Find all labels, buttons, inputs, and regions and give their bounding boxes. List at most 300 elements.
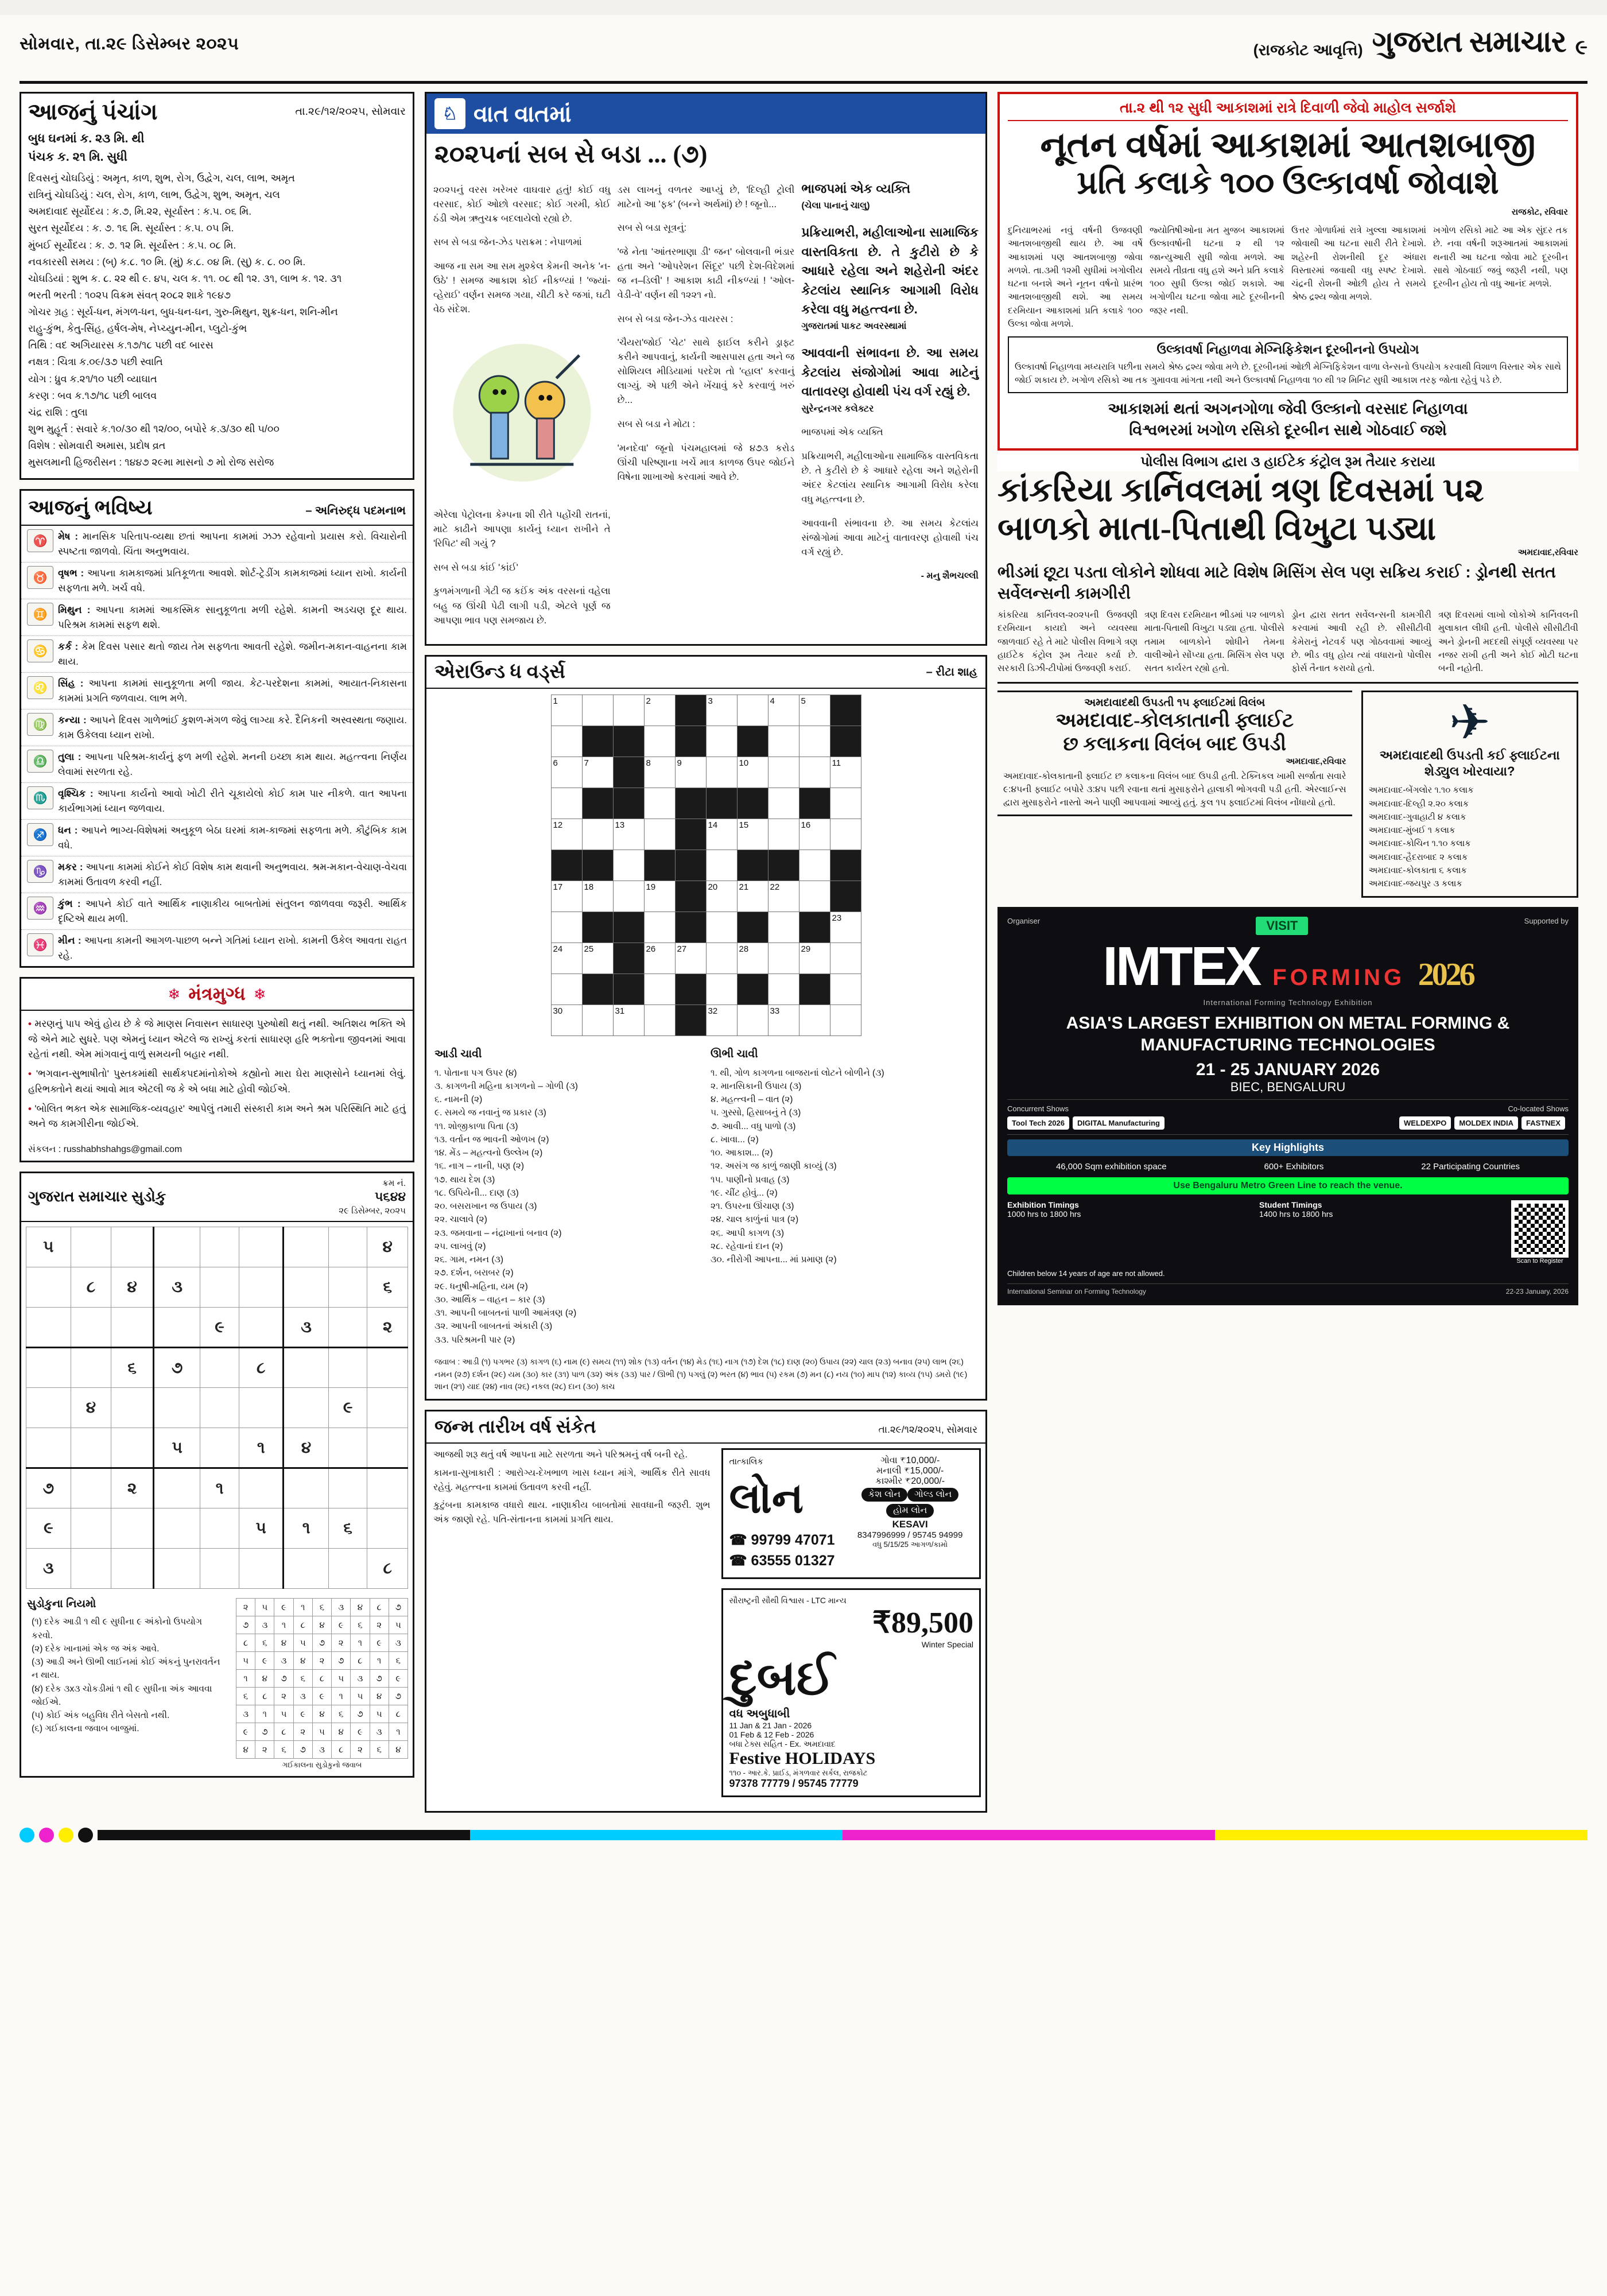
crossword-cell[interactable] bbox=[551, 788, 582, 819]
dubai-date: 01 Feb & 12 Feb - 2026 bbox=[729, 1729, 814, 1739]
sudoku-cell[interactable] bbox=[71, 1549, 111, 1589]
crossword-clue-across: ૯. સમયે જ નવાનું જ પ્રકાર (૩) bbox=[434, 1108, 546, 1118]
story-flight-row bbox=[997, 691, 1578, 898]
dubai-ad-dates bbox=[729, 1721, 973, 1749]
sudoku-cell[interactable]: ૭ bbox=[154, 1348, 200, 1388]
crossword-across-title: આડી ચાવી bbox=[434, 1048, 482, 1061]
sudoku-cell[interactable] bbox=[284, 1549, 328, 1589]
crossword-cell[interactable]: 12 bbox=[551, 819, 582, 850]
crossword-cell[interactable]: 7 bbox=[582, 757, 613, 788]
crossword-grid[interactable] bbox=[551, 695, 861, 1036]
crossword-cell[interactable] bbox=[799, 850, 830, 881]
sudoku-cell[interactable]: ૫ bbox=[154, 1428, 200, 1468]
crossword-cell[interactable]: 21 bbox=[737, 881, 768, 912]
crossword-cell[interactable] bbox=[799, 726, 830, 757]
lead-inner-body: ઉલ્કાવર્ષા નિહાળવા મધ્યરાત્રિ પછીના સમયે શ્રેષ્ઠ દ્રશ્ય જોવા મળે છે. દૂરબીનમાં ઓછી મેગ્નિફિકેશન વાળા લેન્સનો ઉપયોગ કરવાથી વિશાળ વિસ્તાર એક સાથે જોઈ શકાય છે. ખગોળ રસિકો આ તક ગુમાવવા માંગતા નથી અને ઉલ્કાવર્ષા નિહાળવા ૧૦ થી ૧૨ મિનિટ સુધી આકાશ તરફ જોતા રહેવું પડે છે. bbox=[1015, 362, 1561, 386]
panchang-line: મુંબઈ સૂર્યોદય : ક. ૭. ૧૨ મિ. સૂર્યાસ્ત : ક.૫. ૦૮ મિ. bbox=[28, 239, 236, 251]
crossword-block bbox=[675, 881, 706, 912]
crossword-cell[interactable]: 2 bbox=[644, 695, 675, 726]
crossword-cell[interactable] bbox=[768, 788, 799, 819]
sudoku-cell[interactable] bbox=[239, 1388, 283, 1428]
sudoku-cell[interactable]: ૯ bbox=[26, 1508, 71, 1549]
sudoku-grid[interactable] bbox=[26, 1227, 408, 1589]
zodiac-2-icon: ♉ bbox=[27, 566, 53, 589]
sudoku-cell[interactable]: ૮ bbox=[367, 1549, 408, 1589]
sudoku-cell[interactable]: ૫ bbox=[26, 1227, 71, 1267]
crossword-cell[interactable] bbox=[706, 850, 737, 881]
sudoku-solution-cell: ૪ bbox=[332, 1723, 351, 1741]
sudoku-cell[interactable] bbox=[200, 1508, 239, 1549]
sudoku-cell[interactable] bbox=[111, 1508, 154, 1549]
crossword-cell[interactable]: 13 bbox=[613, 819, 644, 850]
crossword-cell[interactable] bbox=[644, 1005, 675, 1036]
sudoku-cell[interactable]: ૬ bbox=[111, 1348, 154, 1388]
crossword-cell[interactable] bbox=[706, 943, 737, 974]
masthead-date: સોમવાર, તા.૨૯ ડિસેમ્બર ૨૦૨૫ bbox=[20, 34, 239, 53]
flight-delay-row: અમદાવાદ-જયપુર ૩ કલાક bbox=[1368, 879, 1462, 889]
crossword-cell[interactable] bbox=[799, 881, 830, 912]
zodiac-row bbox=[21, 746, 413, 783]
sudoku-cell[interactable] bbox=[328, 1468, 367, 1508]
crossword-cell[interactable] bbox=[551, 912, 582, 943]
crossword-cell[interactable]: 9 bbox=[675, 757, 706, 788]
sudoku-cell[interactable]: ૯ bbox=[328, 1388, 367, 1428]
crossword-block bbox=[675, 695, 706, 726]
sudoku-cell[interactable] bbox=[154, 1308, 200, 1348]
vaat-subhead: ભાજપમાં એક વ્યક્તિ bbox=[801, 181, 911, 196]
story2-column: ત્રણ દિવસ દરમિયાન ભીડમાં ૫૨ બાળકો માતા-પિતાથી વિખુટા પડ્યા હતા. પોલીસે તમામ બાળકોને શોધીને તેમના વાલીઓને સોંપ્યા હતા. મિસિંગ સેલ પણ સતત કાર્યરત રહ્યો હતો. bbox=[1144, 610, 1284, 673]
column-right bbox=[997, 92, 1578, 1822]
crossword-block bbox=[737, 788, 768, 819]
sudoku-cell[interactable] bbox=[239, 1267, 283, 1308]
imtex-logo bbox=[1007, 935, 1569, 998]
sudoku-cell[interactable] bbox=[284, 1348, 328, 1388]
sudoku-solution-cell: ૩ bbox=[236, 1705, 255, 1723]
sudoku-title: ગુજરાત સમાચાર સુડોકુ bbox=[28, 1188, 166, 1205]
sudoku-solution-cell: ૭ bbox=[332, 1652, 351, 1670]
loan-chip: કેશ લોન bbox=[861, 1488, 907, 1502]
sudoku-cell[interactable] bbox=[239, 1308, 283, 1348]
panchang-line: યોગ : ધ્રુવ ક.૨૧/૧૦ પછી વ્યાઘાત bbox=[28, 373, 157, 385]
sudoku-cell[interactable] bbox=[200, 1428, 239, 1468]
story2-columns bbox=[997, 608, 1578, 675]
crossword-cell[interactable]: 27 bbox=[675, 943, 706, 974]
sudoku-cell[interactable] bbox=[71, 1308, 111, 1348]
crossword-block bbox=[582, 850, 613, 881]
crossword-cell[interactable] bbox=[613, 695, 644, 726]
sudoku-solution-cell: ૫ bbox=[312, 1723, 331, 1741]
birthdate-box bbox=[425, 1410, 987, 1813]
crossword-row bbox=[551, 757, 861, 788]
dubai-ad[interactable] bbox=[721, 1588, 981, 1797]
sudoku-rules bbox=[26, 1611, 230, 1740]
crossword-clue-across: ૧૮. ઉપિયેની... દાણ (૩) bbox=[434, 1188, 519, 1198]
crossword-cell[interactable] bbox=[830, 819, 861, 850]
crossword-cell[interactable] bbox=[706, 726, 737, 757]
crossword-cell[interactable] bbox=[830, 943, 861, 974]
vaat-paragraph: આવવાની સંભાવના છે. આ સમય કેટલાંય સંજોગોમાં આવા માટેનું વાતાવરણ હોવાથી પંચ વર્ગ રહ્યું છે. bbox=[801, 518, 979, 557]
story2-headline-1: કાંકરિયા કાર્નિવલમાં ત્રણ દિવસમાં ૫૨ bbox=[997, 471, 1484, 509]
loan-ad[interactable] bbox=[721, 1448, 981, 1579]
sudoku-cell[interactable]: ૬ bbox=[328, 1508, 367, 1549]
sudoku-cell[interactable] bbox=[328, 1549, 367, 1589]
dubai-ad-phones[interactable]: 97378 77779 / 95745 77779 bbox=[729, 1777, 859, 1789]
imtex-colocated-show: FASTNEX bbox=[1521, 1116, 1565, 1130]
sudoku-cell[interactable] bbox=[154, 1508, 200, 1549]
crossword-cell[interactable] bbox=[737, 695, 768, 726]
sudoku-cell[interactable] bbox=[328, 1428, 367, 1468]
crossword-cell[interactable]: 10 bbox=[737, 757, 768, 788]
sudoku-solution-cell: ૬ bbox=[351, 1616, 370, 1634]
sudoku-cell[interactable]: ૧ bbox=[284, 1508, 328, 1549]
sudoku-solution-cell: ૬ bbox=[370, 1741, 389, 1759]
crossword-cell[interactable] bbox=[768, 819, 799, 850]
sudoku-solution-cell: ૨ bbox=[370, 1616, 389, 1634]
crossword-clue-across: ૧૪. મેંડ – મહત્વનો ઉલ્લેખ (૨) bbox=[434, 1148, 543, 1158]
crossword-cell[interactable]: 25 bbox=[582, 943, 613, 974]
sudoku-cell[interactable]: ૯ bbox=[200, 1308, 239, 1348]
crossword-block bbox=[799, 788, 830, 819]
sudoku-solution-cell: ૪ bbox=[255, 1670, 274, 1688]
crossword-cell[interactable]: 8 bbox=[644, 757, 675, 788]
crossword-cell[interactable]: 5 bbox=[799, 695, 830, 726]
loan-item: મનાલી ₹15,000/- bbox=[876, 1465, 944, 1476]
crossword-cell[interactable]: 30 bbox=[551, 1005, 582, 1036]
crossword-cell[interactable]: 4 bbox=[768, 695, 799, 726]
vaat-paragraph: આજ ના સમ આ સમ મુશ્કેલ કેમની અનેક 'ન-ઉઠે' ! સમજ આકાશ કોઈ નીકળ્યાં ! 'જ્યાં-વ્હેરાઈ' વર્ણન સમજ ગયા, ચીટી કરે જગાં, ઘટી વેઠ સંદેશ. bbox=[433, 261, 611, 315]
crossword-cell[interactable] bbox=[706, 757, 737, 788]
sudoku-solution-cell: ૮ bbox=[255, 1688, 274, 1705]
sudoku-cell[interactable] bbox=[328, 1267, 367, 1308]
crossword-cell[interactable]: 15 bbox=[737, 819, 768, 850]
imtex-concurrent-show: DIGITAL Manufacturing bbox=[1073, 1116, 1165, 1130]
dubai-ad-brand: Festive HOLIDAYS bbox=[729, 1748, 876, 1768]
sudoku-cell[interactable] bbox=[284, 1267, 328, 1308]
panchang-line: રાહુ-કુંભ, કેતુ-સિંહ, હર્ષલ-મેષ, નેપ્ચ્યુન-મીન, પ્લુટો-કુંભ bbox=[28, 323, 247, 335]
qr-code-icon[interactable] bbox=[1511, 1200, 1569, 1258]
imtex-supported-label: Supported by bbox=[1524, 917, 1569, 926]
sudoku-cell[interactable] bbox=[154, 1388, 200, 1428]
sudoku-cell[interactable] bbox=[154, 1549, 200, 1589]
imtex-organiser-label: Organiser bbox=[1007, 917, 1041, 926]
mantra-title: મંત્રમુગ્ધ bbox=[188, 983, 246, 1004]
column-middle bbox=[425, 92, 987, 1822]
reg-dot-magenta bbox=[39, 1828, 54, 1843]
crossword-block bbox=[675, 726, 706, 757]
sudoku-cell[interactable] bbox=[328, 1348, 367, 1388]
sudoku-cell[interactable] bbox=[111, 1308, 154, 1348]
sudoku-cell[interactable] bbox=[111, 1388, 154, 1428]
sudoku-cell[interactable] bbox=[111, 1227, 154, 1267]
crossword-cell[interactable]: 17 bbox=[551, 881, 582, 912]
crossword-cell[interactable] bbox=[768, 757, 799, 788]
sudoku-solution-cell: ૬ bbox=[312, 1599, 331, 1616]
panchang-box bbox=[20, 92, 414, 480]
crossword-cell[interactable] bbox=[706, 912, 737, 943]
sudoku-cell[interactable]: ૫ bbox=[239, 1508, 283, 1549]
sudoku-cell[interactable]: ૨ bbox=[367, 1308, 408, 1348]
sudoku-solution-row bbox=[236, 1723, 408, 1741]
sudoku-solution-row bbox=[236, 1634, 408, 1652]
sudoku-cell[interactable] bbox=[71, 1468, 111, 1508]
sudoku-cell[interactable]: ૪ bbox=[71, 1388, 111, 1428]
crossword-cell[interactable] bbox=[644, 726, 675, 757]
sudoku-cell[interactable] bbox=[71, 1227, 111, 1267]
column-left bbox=[20, 92, 414, 1822]
crossword-cell[interactable]: 23 bbox=[830, 912, 861, 943]
sudoku-rule: (૪) દરેક ૩x૩ ચોકડીમાં ૧ થી ૯ સુધીના અંક આવવા જોઈએ. bbox=[32, 1684, 212, 1707]
sudoku-cell[interactable]: ૬ bbox=[367, 1267, 408, 1308]
sudoku-cell[interactable] bbox=[200, 1388, 239, 1428]
sudoku-solution-row bbox=[236, 1652, 408, 1670]
sudoku-cell[interactable] bbox=[284, 1227, 328, 1267]
sudoku-cell[interactable] bbox=[111, 1549, 154, 1589]
loan-ad-note: વધુ 5/15/25 આગળ/કામો bbox=[872, 1539, 948, 1549]
crossword-cell[interactable] bbox=[768, 974, 799, 1005]
crossword-cell[interactable] bbox=[551, 974, 582, 1005]
sudoku-cell[interactable]: ૩ bbox=[154, 1267, 200, 1308]
sudoku-cell[interactable] bbox=[367, 1348, 408, 1388]
crossword-row bbox=[551, 819, 861, 850]
sudoku-solution-cell: ૩ bbox=[389, 1634, 407, 1652]
zodiac-text: કન્યા : આપને દિવસ ગાળેભાંઈ કુશળ-મંગળ જેવું લાગ્યા કરે. દૈનિકની અસ્વસ્થતા જણાય. કામ ઉકેલવા ધ્યાન રાખો. bbox=[58, 715, 407, 740]
crossword-cell[interactable]: 29 bbox=[799, 943, 830, 974]
zodiac-name: મેષ : bbox=[58, 531, 83, 542]
imtex-ad[interactable] bbox=[997, 907, 1578, 1305]
vaat-paragraph: સબ સે બડા જેન-ઝેડ પરાક્રમ : નેપાળમાં bbox=[433, 237, 582, 248]
panchang-date: તા.૨૯/૧૨/૨૦૨૫, સોમવાર bbox=[295, 105, 406, 118]
sudoku-cell[interactable]: ૧ bbox=[239, 1428, 283, 1468]
crossword-block bbox=[551, 850, 582, 881]
crossword-clue-down: ૪. મહત્ત્વની – વાત (૨) bbox=[711, 1095, 793, 1105]
sudoku-cell[interactable] bbox=[71, 1348, 111, 1388]
sudoku-cell[interactable] bbox=[71, 1428, 111, 1468]
imtex-concurrent-list bbox=[1007, 1116, 1168, 1130]
panchang-line: મુસલમાની હિજરીસન : ૧૪૪૭ ૨૯મા માસનો ૭ મો રોજ સરોજ bbox=[28, 456, 274, 468]
sudoku-solution-cell: ૪ bbox=[236, 1741, 255, 1759]
birthdate-paragraph: આજથી શરૂ થતું વર્ષ આપના માટે સરળતા અને પરિશ્રમનું વર્ષ બની રહે. bbox=[433, 1449, 688, 1460]
sudoku-cell[interactable] bbox=[111, 1428, 154, 1468]
crossword-cell[interactable]: 32 bbox=[706, 1005, 737, 1036]
sudoku-cell[interactable] bbox=[200, 1267, 239, 1308]
crossword-cell[interactable] bbox=[644, 788, 675, 819]
crossword-box bbox=[425, 655, 987, 1401]
crossword-block bbox=[582, 974, 613, 1005]
imtex-colocated-show: MOLDEX INDIA bbox=[1454, 1116, 1518, 1130]
story2-column: ત્રણ દિવસમાં લાખો લોકોએ કાર્નિવલની મુલાકાત લીધી હતી. પોલીસે સીસીટીવી અને ડ્રોનની મદદથી સંપૂર્ણ વ્યવસ્થા પર નજર રાખી હતી અને કોઈ મોટી ઘટના બની નહોતી. bbox=[1438, 610, 1578, 673]
crossword-cell[interactable] bbox=[613, 850, 644, 881]
imtex-year: 2026 bbox=[1418, 957, 1473, 993]
sudoku-cell[interactable] bbox=[367, 1428, 408, 1468]
vaat-paragraph: ડસ લાખનું વળતર આપ્યું છે, 'દિલ્હી ટ્રોલી માટેનો આ 'ફ્ક' (બન્ને અર્થમાં) છે ! જૂનો... bbox=[617, 184, 795, 210]
crossword-cell[interactable]: 24 bbox=[551, 943, 582, 974]
crossword-cell[interactable] bbox=[551, 726, 582, 757]
sudoku-cell[interactable] bbox=[154, 1468, 200, 1508]
crossword-cell[interactable] bbox=[830, 974, 861, 1005]
crossword-cell[interactable]: 11 bbox=[830, 757, 861, 788]
crossword-cell[interactable] bbox=[768, 943, 799, 974]
sudoku-solution-cell: ૩ bbox=[255, 1616, 274, 1634]
sudoku-solution-cell: ૭ bbox=[236, 1616, 255, 1634]
crossword-cell[interactable] bbox=[799, 1005, 830, 1036]
flight-delay-row: અમદાવાદ-કોલકાતા ૬ કલાક bbox=[1368, 865, 1467, 875]
crossword-cell[interactable] bbox=[768, 726, 799, 757]
crossword-cell[interactable] bbox=[582, 1005, 613, 1036]
crossword-cell[interactable] bbox=[799, 757, 830, 788]
sudoku-solution-cell: ૮ bbox=[312, 1670, 331, 1688]
flight-delay-row: અમદાવાદ-દિલ્હી ૨.૨૦ કલાક bbox=[1368, 798, 1469, 809]
panchang-line: નવકારસી સમય : (બ્) ક.૮. ૧૦ મિ. (મું) ક.૮. ૦૪ મિ. (સુ) ક. ૮. ૦૦ મિ. bbox=[28, 255, 306, 267]
crossword-cell[interactable] bbox=[737, 1005, 768, 1036]
lead-headline-2: પ્રતિ કલાકે ૧૦૦ ઉલ્કાવર્ષા જોવાશે bbox=[1077, 165, 1499, 201]
sudoku-cell[interactable] bbox=[26, 1308, 71, 1348]
sudoku-cell[interactable] bbox=[200, 1549, 239, 1589]
sudoku-cell[interactable] bbox=[200, 1348, 239, 1388]
crossword-cell[interactable]: 20 bbox=[706, 881, 737, 912]
crossword-clue-down: ૩૦. નીરોગી આપના... માં પ્રમાણ (૨) bbox=[711, 1255, 837, 1265]
crossword-block bbox=[675, 850, 706, 881]
sudoku-cell[interactable] bbox=[239, 1227, 283, 1267]
crossword-title: એરાઉન્ડ ધ વર્ડ્સ bbox=[434, 661, 565, 683]
crossword-cell[interactable] bbox=[582, 695, 613, 726]
crossword-cell[interactable]: 18 bbox=[582, 881, 613, 912]
crossword-cell[interactable]: 28 bbox=[737, 943, 768, 974]
panchang-line: અમદાવાદ સૂર્યોદય : ક.૭, મિ.૨૨, સૂર્યાસ્ત : ક.૫. ૦૬ મિ. bbox=[28, 205, 252, 218]
crossword-cell[interactable] bbox=[613, 881, 644, 912]
sudoku-cell[interactable] bbox=[367, 1388, 408, 1428]
loan-phone[interactable]: ☎ 63555 01327 bbox=[729, 1553, 835, 1569]
crossword-cell[interactable]: 31 bbox=[613, 1005, 644, 1036]
sudoku-cell[interactable] bbox=[284, 1468, 328, 1508]
sudoku-cell[interactable]: ૮ bbox=[71, 1267, 111, 1308]
imtex-children-note: Children below 14 years of age are not allowed. bbox=[1007, 1269, 1165, 1278]
story4-heading: અમદાવાદથી ઉપડતી કઈ ફ્લાઈટના શેડ્યુલ ખોરવાયા? bbox=[1379, 748, 1560, 778]
dubai-ad-winter: Winter Special bbox=[921, 1639, 973, 1649]
sudoku-cell[interactable] bbox=[239, 1549, 283, 1589]
sudoku-solution-cell: ૯ bbox=[351, 1723, 370, 1741]
crossword-row bbox=[551, 1005, 861, 1036]
zodiac-name: સિંહ : bbox=[58, 678, 89, 689]
crossword-cell[interactable] bbox=[644, 819, 675, 850]
crossword-clue-across: ૩. કાગળની મહિના કાગળનો – ગોળી (૩) bbox=[434, 1081, 578, 1091]
crossword-down bbox=[711, 1045, 977, 1347]
crossword-cell[interactable]: 22 bbox=[768, 881, 799, 912]
sudoku-solution-cell: ૮ bbox=[351, 1652, 370, 1670]
zodiac-text: કર્ક : કેમ દિવસ પસાર થતો જાય તેમ સફળતા આવતી રહેશે. જમીન-મકાન-વાહનના કામ થાય. bbox=[58, 641, 407, 667]
crossword-cell[interactable] bbox=[768, 912, 799, 943]
sudoku-solution-row bbox=[236, 1599, 408, 1616]
zodiac-6-icon: ♍ bbox=[27, 713, 53, 736]
zodiac-text: મિથુન : આપના કામમાં આકસ્મિક સાનુકૂળતા મળી રહેશે. કામની અડચણ દૂર થાય. પરિશ્રમ કામમાં સફળ થશે. bbox=[58, 604, 407, 630]
sudoku-cell[interactable]: ૭ bbox=[26, 1468, 71, 1508]
sudoku-cell[interactable] bbox=[26, 1428, 71, 1468]
sudoku-solution-cell: ૩ bbox=[332, 1599, 351, 1616]
crossword-block bbox=[613, 788, 644, 819]
crossword-block bbox=[737, 974, 768, 1005]
dubai-ad-price: ₹89,500 bbox=[872, 1606, 973, 1639]
crossword-cell[interactable] bbox=[706, 974, 737, 1005]
sudoku-solution-cell: ૧ bbox=[389, 1723, 407, 1741]
story2-column: કાંકરિયા કાર્નિવલ-૨૦૨૫ની ઉજવણી દરમિયાન કાયદો અને વ્યવસ્થા જાળવાઈ રહે તે માટે પોલીસ વિભાગે ત્રણ હાઈટેક કંટ્રોલ રૂમ તૈયાર કર્યા છે. સરકારી ડિઝી-ટીપોમાં ઉજવણી કરાઈ. bbox=[997, 610, 1138, 673]
crossword-clue-across: ૨૭. દર્શન, બરાબર (૨) bbox=[434, 1268, 514, 1278]
sudoku-cell[interactable] bbox=[26, 1267, 71, 1308]
sudoku-solution-cell: ૯ bbox=[389, 1670, 407, 1688]
crossword-cell[interactable] bbox=[830, 788, 861, 819]
loan-ad-title: લોન bbox=[729, 1475, 804, 1522]
panchang-line: દિવસનું ચોઘડિયું : અમૃત, કાળ, શુભ, રોગ, ઉદ્વેગ, ચલ, લાભ, અમૃત bbox=[28, 172, 295, 184]
crossword-cell[interactable] bbox=[644, 974, 675, 1005]
story3-dateline: અમદાવાદ,રવિવાર bbox=[1286, 756, 1346, 766]
crossword-cell[interactable]: 3 bbox=[706, 695, 737, 726]
dubai-ad-left-note: સૌરાષ્ટ્રની સૌથી વિશ્વાસ - LTC માન્ય bbox=[729, 1595, 847, 1605]
story-flight bbox=[997, 691, 1352, 816]
sudoku-cell[interactable] bbox=[26, 1348, 71, 1388]
imtex-highlight: 46,000 Sqm exhibition space bbox=[1055, 1162, 1167, 1172]
sudoku-cell[interactable] bbox=[71, 1508, 111, 1549]
loan-phone[interactable]: ☎ 99799 47071 bbox=[729, 1532, 835, 1549]
sudoku-solution-cell: ૪ bbox=[312, 1705, 331, 1723]
sudoku-cell[interactable] bbox=[328, 1308, 367, 1348]
sudoku-number: ૫૬૪૪ bbox=[374, 1189, 406, 1204]
sudoku-solution-row bbox=[236, 1670, 408, 1688]
sudoku-cell[interactable] bbox=[200, 1227, 239, 1267]
dubai-ad-sub: વધ અબુધાબી bbox=[729, 1707, 790, 1720]
sudoku-solution-caption: ગઈકાલના સુડોકુનો જવાબ bbox=[282, 1760, 362, 1770]
sudoku-cell[interactable]: ૧ bbox=[200, 1468, 239, 1508]
sudoku-cell[interactable] bbox=[26, 1388, 71, 1428]
sudoku-cell[interactable] bbox=[239, 1468, 283, 1508]
crossword-cell[interactable]: 26 bbox=[644, 943, 675, 974]
crossword-cell[interactable] bbox=[644, 912, 675, 943]
zodiac-4-icon: ♋ bbox=[27, 639, 53, 662]
sudoku-solution-cell: ૧ bbox=[293, 1599, 312, 1616]
sudoku-rule: (૫) કોઈ અંક બહુવિધ રીતે બેસતો નથી. bbox=[32, 1711, 170, 1720]
sudoku-cell[interactable]: ૪ bbox=[111, 1267, 154, 1308]
sudoku-solution-cell: ૪ bbox=[312, 1616, 331, 1634]
sudoku-cell[interactable] bbox=[154, 1227, 200, 1267]
sudoku-cell[interactable] bbox=[367, 1508, 408, 1549]
sudoku-cell[interactable]: ૩ bbox=[284, 1308, 328, 1348]
sudoku-cell[interactable]: ૨ bbox=[111, 1468, 154, 1508]
crossword-cell[interactable]: 1 bbox=[551, 695, 582, 726]
story3-headline-2: છ કલાકના વિલંબ બાદ ઉપડી bbox=[1063, 734, 1287, 755]
crossword-cell[interactable] bbox=[830, 1005, 861, 1036]
sudoku-cell[interactable] bbox=[284, 1388, 328, 1428]
zodiac-row bbox=[21, 673, 413, 709]
sudoku-cell[interactable]: ૪ bbox=[284, 1428, 328, 1468]
sudoku-cell[interactable] bbox=[328, 1227, 367, 1267]
imtex-visit-badge[interactable]: VISIT bbox=[1256, 917, 1308, 935]
flight-delay-row: અમદાવાદ-બેંગલોર ૧.૧૦ કલાક bbox=[1368, 785, 1474, 796]
sudoku-cell[interactable] bbox=[367, 1468, 408, 1508]
zodiac-text: મેષ : માનસિક પરિતાપ-વ્યથા છતાં આપના કામમાં ઝઝ રહેવાનો પ્રયાસ કરો. વિચારોની સ્પષ્ટતા જાળવો. ચિંતા અનુભવાય. bbox=[58, 531, 407, 557]
crossword-cell[interactable]: 19 bbox=[644, 881, 675, 912]
sudoku-cell[interactable]: ૮ bbox=[239, 1348, 283, 1388]
loan-ad-phones[interactable] bbox=[729, 1530, 835, 1572]
zodiac-name: વૃશ્ચિક : bbox=[58, 788, 98, 800]
crossword-cell[interactable]: 16 bbox=[799, 819, 830, 850]
crossword-cell[interactable] bbox=[582, 819, 613, 850]
crossword-cell[interactable]: 33 bbox=[768, 1005, 799, 1036]
birthdate-paragraph: કામના-સુખાકારી : આરોગ્ય-દેખભાળ ખાસ ધ્યાન માંગે, આર્થિક રીતે સાવધ રહેવું. મહત્ત્વના કામમાં ઉતાવળ કરવી નહીં. bbox=[433, 1468, 711, 1492]
birthdate-paragraph: કુટુંબના કામકાજ વધારો થાય. નાણાકીય બાબતોમાં સાવધાની જરૂરી. શુભ અંક જાણો રહે. પતિ-સંતાનના કામમાં પ્રગતિ થાય. bbox=[433, 1500, 711, 1525]
zodiac-8-icon: ♏ bbox=[27, 786, 53, 809]
sudoku-cell[interactable]: ૩ bbox=[26, 1549, 71, 1589]
crossword-cell[interactable]: 6 bbox=[551, 757, 582, 788]
sudoku-cell[interactable]: ૪ bbox=[367, 1227, 408, 1267]
crossword-cell[interactable]: 14 bbox=[706, 819, 737, 850]
sudoku-solution-cell: ૯ bbox=[332, 1616, 351, 1634]
